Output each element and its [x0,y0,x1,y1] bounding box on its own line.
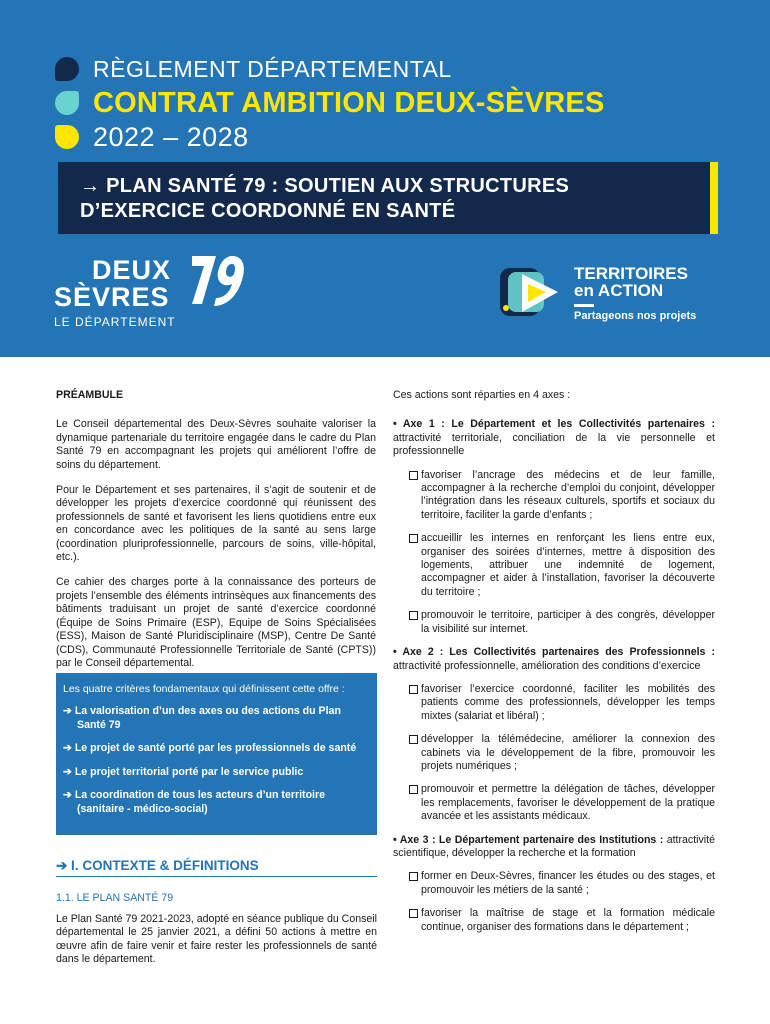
teal-shape-icon [55,91,79,115]
logo-ta-divider [574,304,594,307]
axis-description: attractivité scientifique, développer la recherche et la formation [393,833,715,859]
list-item-text: favoriser l’ancrage des médecins et de leur famille, accompagner à la recherche d’emploi du conjoint, développer l’intégration dans les réseaux culturels, sportifs et sociaux du territoire, faciliter la garde d’enfants ; [421,468,715,521]
header-titles [55,52,605,154]
list-item [409,870,715,897]
list-item-text: promouvoir et permettre la délégation de tâches, développer les remplacements, favoriser le développement de la pratique avancée et les assistants médicaux. [421,783,715,823]
axis-1-heading [393,418,715,458]
axis-2-heading [393,646,715,673]
list-item [409,783,715,823]
axis-title: • Axe 1 : Le Département et les Collectivités partenaires : [393,418,715,431]
list-item [409,683,715,723]
list-item [409,469,715,523]
criterion-item: ➔ La valorisation d’un des axes ou des actions du Plan Santé 79 [63,705,341,731]
plan-title-band [58,162,718,234]
plan-title [80,174,569,224]
logo-ta-line-1: TERRITOIRES [574,264,688,283]
checkbox-square-icon [409,534,418,543]
yellow-accent-bar [710,162,718,234]
preamble-paragraph-2: Pour le Département et ses partenaires, il s’agit de soutenir et de développer les projets d’exercice coordonné qui réunissent des professionnels de santé et favorisent les liens quotidiens entre eux en concordance avec les politiques de la santé au sens large (coordination pluriprofessionnelle, parcours de soins, ville-hôpital, etc.). [56,484,376,564]
axis-description: attractivité territoriale, conciliation de la vie personnelle et professionnelle [393,431,715,458]
list-item-text: favoriser l’exercice coordonné, faciliter les mobilités des patients comme des professionnels, développer les temps mixtes (salariat et libéral) ; [421,682,715,722]
checkbox-square-icon [409,785,418,794]
list-item-text: former en Deux-Sèvres, financer les études ou des stages, et promouvoir les métiers de la santé ; [421,870,715,896]
navy-shape-icon [55,57,79,81]
section-divider [56,876,377,877]
logo-ta-line-2: en ACTION [574,281,664,300]
subsection-title: 1.1. LE PLAN SANTÉ 79 [56,892,174,904]
criterion-item: ➔ La coordination de tous les acteurs d’un territoire (sanitaire - médico-social) [63,789,325,815]
logo-word-sevres: SÈVRES [54,282,170,312]
list-item-text: promouvoir le territoire, participer à des congrès, développer la visibilité sur internet. [421,609,715,635]
axis-description: attractivité professionnelle, amélioration des conditions d’exercice [393,659,701,672]
checkbox-square-icon [409,909,418,918]
axes-intro: Ces actions sont réparties en 4 axes : [393,389,571,401]
criteria-box [56,673,377,835]
plan-sante-paragraph: Le Plan Santé 79 2021-2023, adopté en séance publique du Conseil départemental le 25 janvier 2021, a défini 50 actions à mettre en œuvre afin de faire venir et faire rester les professionnels de santé dans le département. [56,913,378,966]
logo-number: 79 [258,284,260,285]
header-line-3: 2022 – 2028 [93,121,249,152]
logo-subtitle: LE DÉPARTEMENT [54,315,176,329]
criterion-item: ➔ Le projet territorial porté par le service public [63,765,304,778]
list-item-text: accueillir les internes en renforçant les liens entre eux, organiser des soirées d’internes, mettre à disposition des logements, attribuer une indemnité de logement, accompagner et aider à l’installation, favoriser la découverte du territoire ; [421,532,715,598]
checkbox-square-icon [409,611,418,620]
list-item-text: développer la télémédecine, améliorer la connexion des cabinets via le développement de la fibre, promouvoir les projets numériques ; [421,733,715,772]
criteria-intro: Les quatre critères fondamentaux qui définissent cette offre : [63,683,345,695]
header-line-1: RÈGLEMENT DÉPARTEMENTAL [93,55,452,82]
right-column [393,389,715,944]
logo-ta-tagline: Partageons nos projets [574,310,697,322]
list-item [409,733,715,773]
axis-title: • Axe 2 : Les Collectivités partenaires des Professionnels : [393,646,715,659]
header-line-2: CONTRAT AMBITION DEUX-SÈVRES [93,86,605,119]
checkbox-square-icon [409,872,418,881]
section-title: ➔ I. CONTEXTE & DÉFINITIONS [56,858,259,873]
checkbox-square-icon [409,471,418,480]
list-item [409,907,715,934]
preamble-title: PRÉAMBULE [56,389,124,401]
yellow-shape-icon [55,125,79,149]
cover-header [0,0,770,357]
logo-79-emblem [188,254,260,308]
list-item [409,532,715,599]
plan-title-text: PLAN SANTÉ 79 : SOUTIEN AUX STRUCTURES D’EXERCICE COORDONNÉ EN SANTÉ [80,175,570,222]
left-column [56,389,376,682]
checkbox-square-icon [409,735,418,744]
axis-title: • Axe 3 : Le Département partenaire des Institutions : [393,833,664,846]
list-item-text: favoriser la maîtrise de stage et la formation médicale continue, organiser des formations dans le département ; [421,907,715,933]
criterion-item: ➔ Le projet de santé porté par les professionnels de santé [63,742,357,754]
list-item [409,609,715,636]
logo-word-deux: DEUX [92,255,172,285]
preamble-paragraph-3: Ce cahier des charges porte à la connaissance des porteurs de projets l’ensemble des éléments intrinsèques aux financements des bâtiments traduisant un projet de santé d’exercice coordonné (Équipe de Soins Primaire (ESP), Equipe de Soins Spécialisées (ESS), Maison de Santé Pluridisciplinaire (MSP), Centre De Santé (CDS), Communauté Professionnelle Territoriale de Santé (CPTS)) par le Conseil départemental. [56,576,376,669]
plan-arrow-icon: → [80,175,101,197]
preamble-paragraph-1: Le Conseil départemental des Deux-Sèvres souhaite valoriser la dynamique partenariale du territoire engagée dans le cadre du Plan Santé 79 en accompagnant les projets qui améliorent l’offre de soins du département. [56,418,376,471]
axis-3-heading [393,834,715,861]
play-badge-icon [498,264,564,320]
checkbox-square-icon [409,685,418,694]
